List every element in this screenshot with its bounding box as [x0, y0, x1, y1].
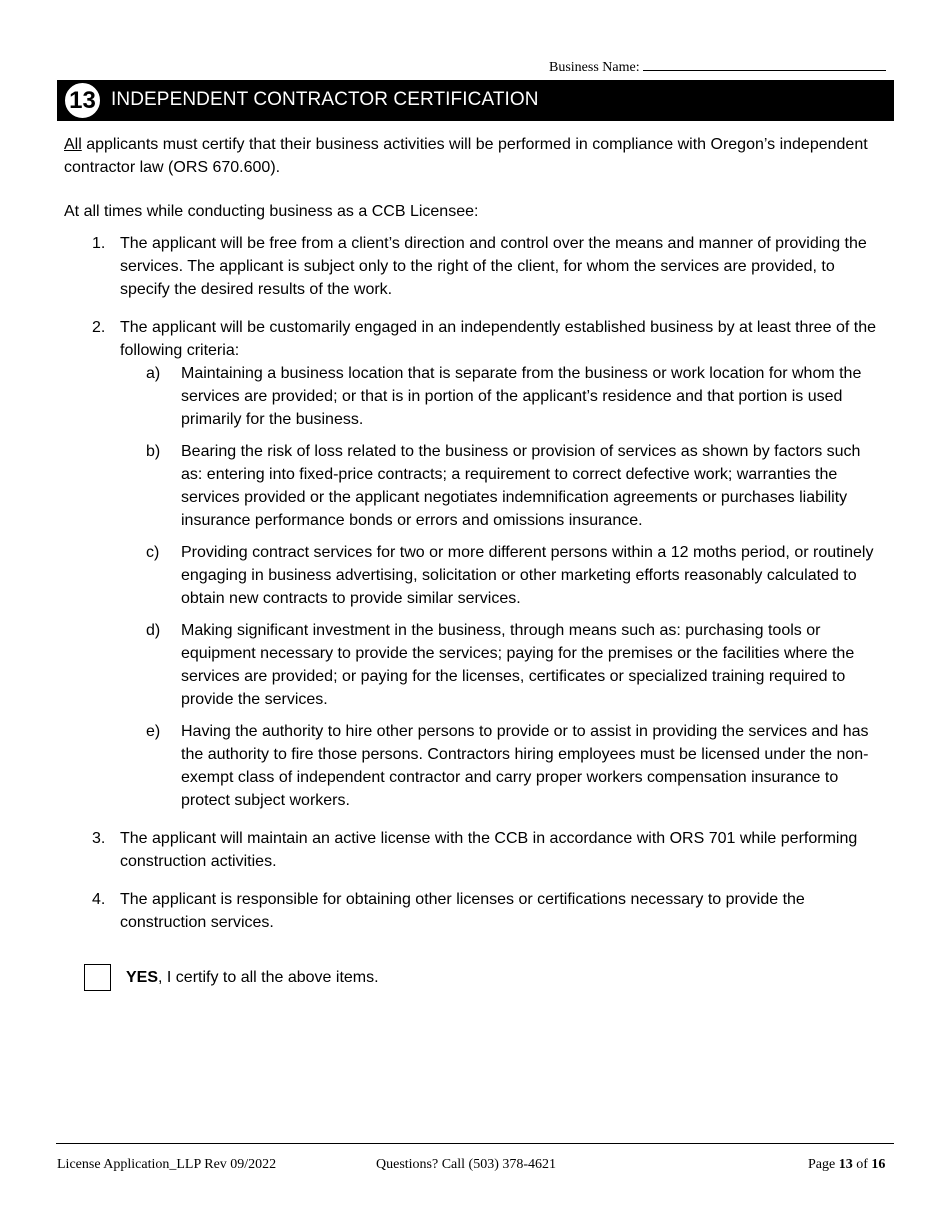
sub-item-letter: c): [146, 544, 160, 561]
business-name-label: Business Name:: [549, 60, 640, 75]
list-item: [64, 888, 886, 934]
section-number-badge: 13: [63, 81, 102, 120]
sub-item-text: Providing contract services for two or more different persons within a 12 moths period, or routinely engaging in business advertising, solicitation or other marketing efforts reasonably calculated to obtain new contracts to provide similar services.: [181, 544, 874, 607]
list-item-number: 1.: [92, 235, 106, 252]
criteria-list: [64, 232, 886, 934]
certification-body: [64, 133, 886, 949]
certify-checkbox[interactable]: [84, 964, 111, 991]
list-item-text: The applicant will maintain an active license with the CCB in accordance with ORS 701 while performing construction activities.: [120, 830, 858, 870]
sub-item-letter: a): [146, 365, 161, 382]
page-prefix: Page: [808, 1157, 839, 1172]
list-item-number: 4.: [92, 891, 106, 908]
certify-text: , I certify to all the above items.: [158, 969, 379, 986]
sub-list-item: [120, 619, 886, 711]
list-item: [64, 827, 886, 873]
intro-text: applicants must certify that their business activities will be performed in compliance with Oregon’s independent contractor law (ORS 670.600).: [64, 136, 868, 176]
sub-list-item: [120, 720, 886, 812]
sub-list-item: [120, 541, 886, 610]
list-item-number: 3.: [92, 830, 106, 847]
page-current: 13: [838, 1157, 853, 1172]
section-title: INDEPENDENT CONTRACTOR CERTIFICATION: [111, 89, 539, 110]
footer-questions: Questions? Call (503) 378-4621: [376, 1157, 557, 1172]
list-item-text: The applicant is responsible for obtaining other licenses or certifications necessary to provide the construction services.: [120, 891, 805, 931]
certify-label: [126, 969, 379, 987]
list-item: [64, 232, 886, 301]
section-header: [57, 80, 894, 121]
footer-page-number: [808, 1157, 885, 1173]
sub-item-text: Making significant investment in the business, through means such as: purchasing tools or equipment necessary to provide the services; paying for the premises or the facilities where the services are provided; or paying for the licenses, certificates or specialized training required to provide the services.: [181, 622, 855, 708]
sub-item-text: Maintaining a business location that is separate from the business or work location for whom the services are provided; or that is in portion of the applicant’s residence and that portion is used primarily for the business.: [181, 365, 862, 428]
intro-paragraph: [64, 133, 886, 179]
lead-in-text: At all times while conducting business as a CCB Licensee:: [64, 203, 479, 220]
sub-item-letter: e): [146, 723, 161, 740]
sub-item-text: Having the authority to hire other persons to provide or to assist in providing the services and has the authority to fire those persons. Contractors hiring employees must be licensed under the non-exempt class of independent contractor and carry proper workers compensation insurance to protect subject workers.: [181, 723, 869, 809]
list-item-text: The applicant will be free from a client’s direction and control over the means and manner of providing the services. The applicant is subject only to the right of the client, for whom the services are provided, to specify the desired results of the work.: [120, 235, 867, 298]
footer-form-id: License Application_LLP Rev 09/2022: [57, 1157, 277, 1172]
certify-yes: YES: [126, 969, 159, 986]
sub-list-item: [120, 440, 886, 532]
list-item-number: 2.: [92, 319, 106, 336]
page-sep: of: [852, 1157, 872, 1172]
business-name-field: [549, 57, 886, 76]
page-total: 16: [871, 1157, 886, 1172]
sub-item-letter: d): [146, 622, 161, 639]
sub-criteria-list: [120, 362, 886, 812]
footer-divider: [56, 1143, 894, 1144]
sub-item-text: Bearing the risk of loss related to the business or provision of services as shown by factors such as: entering into fixed-price contracts; a requirement to correct defective work; warranties the services provided or the applicant negotiates indemnification agreements or purchases liability insurance performance bonds or errors and omissions insurance.: [181, 443, 861, 529]
business-name-input[interactable]: [643, 57, 886, 71]
intro-emphasis: All: [64, 136, 82, 153]
list-item-text: The applicant will be customarily engaged in an independently established business by at least three of the following criteria:: [120, 319, 877, 359]
sub-item-letter: b): [146, 443, 161, 460]
sub-list-item: [120, 362, 886, 431]
list-item: [64, 316, 886, 812]
